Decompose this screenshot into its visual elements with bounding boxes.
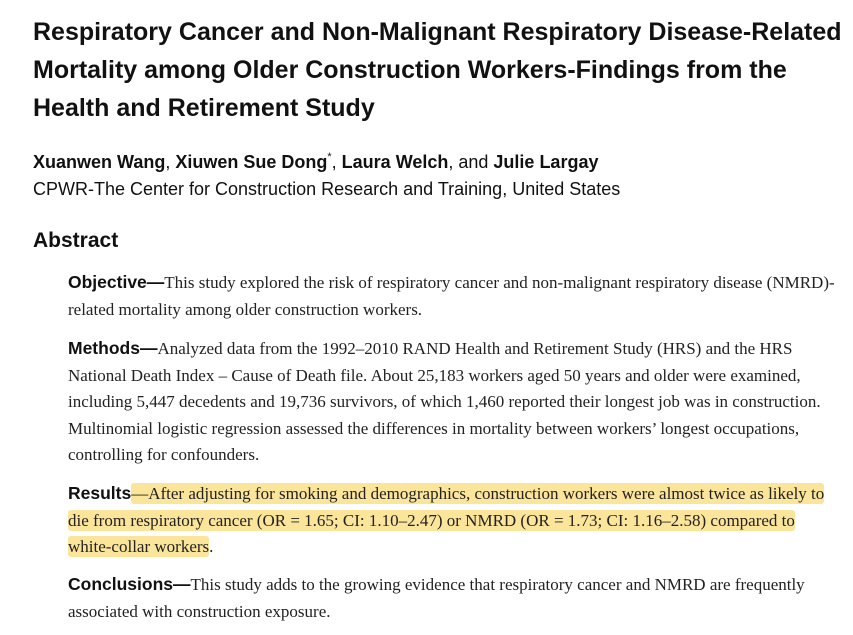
abstract-objective (68, 269, 838, 323)
section-text: This study explored the risk of respiratory cancer and non-malignant respiratory disease (NMRD)-related mortality among older construction workers. (68, 273, 835, 319)
author-affiliation: CPWR-The Center for Construction Research and Training, United States (33, 179, 621, 199)
section-text: Analyzed data from the 1992–2010 RAND Health and Retirement Study (HRS) and the HRS National Death Index – Cause of Death file. About 25,183 workers aged 50 years and older were examined, including 5,447 decedents and 19,736 survivors, of which 1,460 reported their longest job was in construction. Multinomial logistic regression assessed the differences in mortality between workers’ longest occupations, controlling for confounders. (68, 339, 821, 464)
author-name: Xiuwen Sue Dong (175, 152, 328, 172)
author-separator: , (165, 152, 176, 172)
author-separator: , (331, 152, 342, 172)
corresponding-author-mark: * (327, 151, 332, 163)
highlighted-text (68, 483, 824, 557)
abstract-methods (68, 335, 838, 469)
author-name: Laura Welch (341, 152, 449, 172)
abstract-conclusions (68, 571, 838, 625)
section-text: This study adds to the growing evidence that respiratory cancer and NMRD are frequently associated with construction exposure. (68, 575, 805, 621)
section-label: Conclusions— (68, 574, 191, 594)
section-label: Methods— (68, 338, 158, 358)
paper-title: Respiratory Cancer and Non-Malignant Respiratory Disease-Related Mortality among Older Construction Workers-Findings from the Health and Retirement Study (33, 18, 842, 122)
author-list (33, 149, 598, 175)
author-name: Julie Largay (493, 152, 599, 172)
author-name: Xuanwen Wang (33, 152, 166, 172)
section-label: Objective— (68, 272, 165, 292)
section-label: Results (68, 483, 132, 503)
section-text-tail: . (209, 537, 214, 556)
section-text: After adjusting for smoking and demographics, construction workers were almost twice as likely to die from respiratory cancer (OR = 1.65; CI: 1.10–2.47) or NMRD (OR = 1.73; CI: 1.16–2.58) compared to white-collar workers (68, 484, 825, 556)
section-dash: — (131, 484, 149, 503)
abstract-heading: Abstract (33, 229, 119, 252)
author-separator: , and (448, 152, 494, 172)
abstract-results (68, 480, 838, 561)
